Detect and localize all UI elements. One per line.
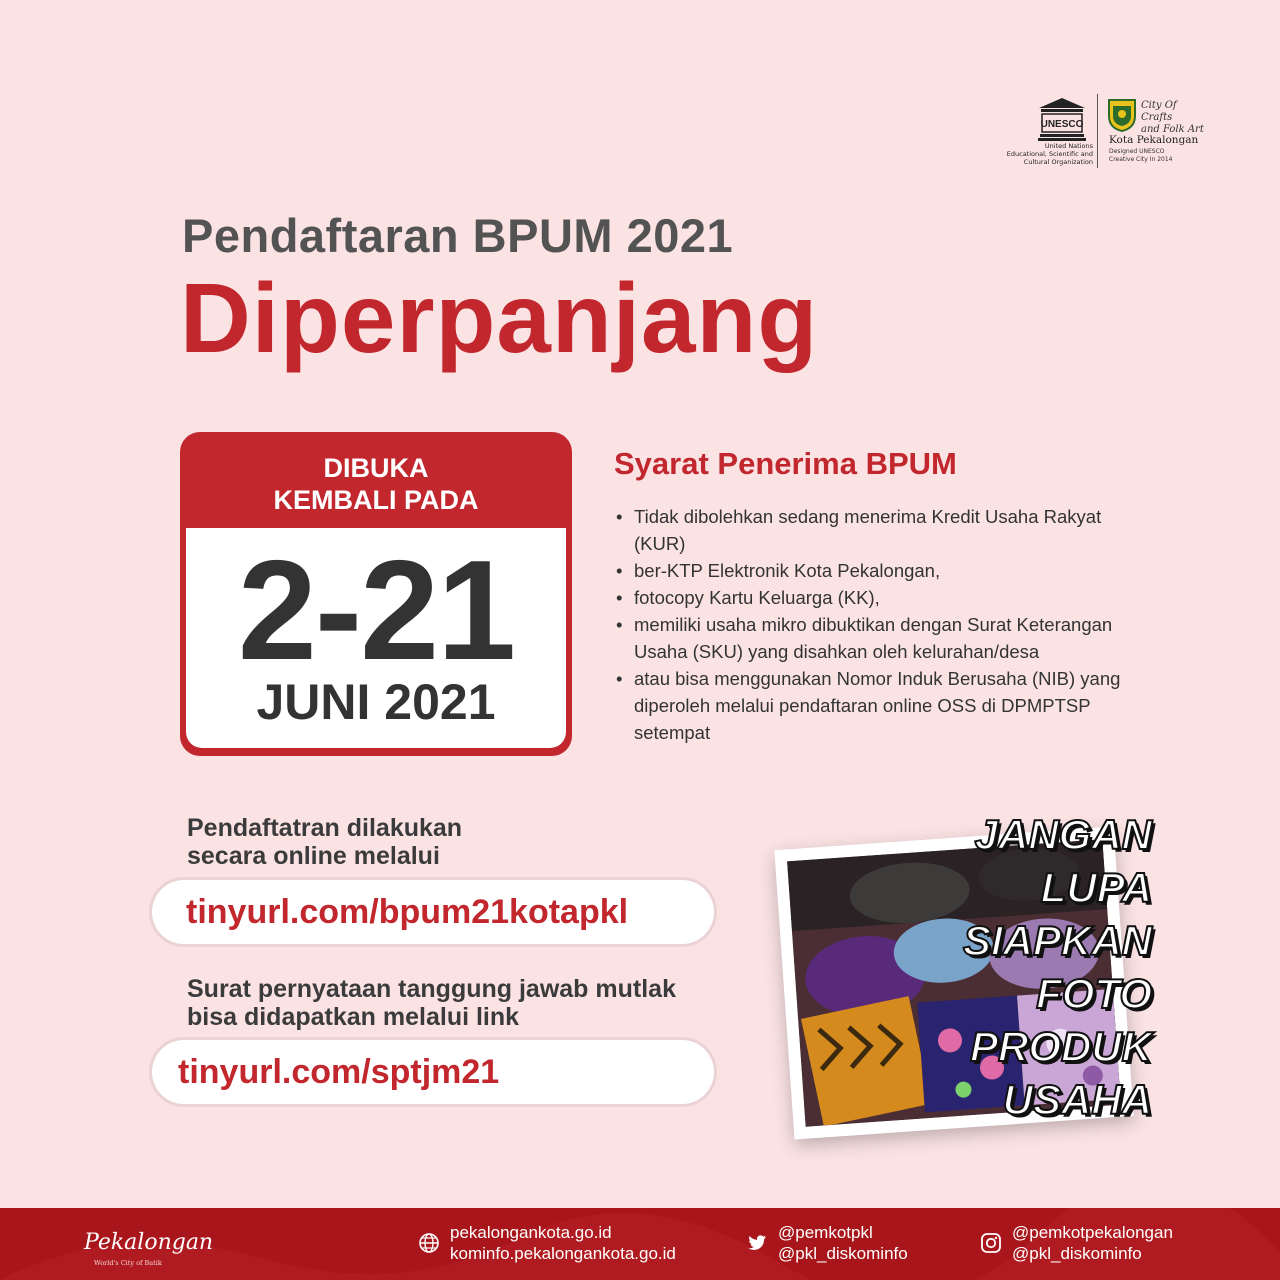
requirement-item: • ber-KTP Elektronik Kota Pekalongan, bbox=[616, 557, 1136, 584]
city-tagline bbox=[1141, 100, 1205, 136]
city-emblem-icon bbox=[1107, 98, 1137, 132]
registration-label-line: Pendaftatran dilakukan bbox=[187, 814, 463, 842]
callout-line: LUPA bbox=[1040, 864, 1152, 911]
registration-link-pill[interactable] bbox=[152, 880, 714, 944]
brand-wordmark: Pekalongan bbox=[84, 1230, 214, 1255]
calendar-header-line: DIBUKA bbox=[323, 453, 429, 483]
requirements-list bbox=[616, 503, 1136, 746]
statement-label bbox=[187, 975, 676, 1031]
requirement-item: • Tidak dibolehkan sedang menerima Kredit Usaha Rakyat (KUR) bbox=[616, 503, 1136, 557]
unesco-line: Cultural Organization bbox=[1023, 158, 1093, 166]
city-name: Kota Pekalongan bbox=[1109, 134, 1199, 146]
unesco-temple-icon bbox=[1037, 96, 1087, 142]
twitter-icon bbox=[746, 1232, 768, 1254]
statement-link[interactable]: tinyurl.com/sptjm21 bbox=[178, 1053, 500, 1091]
designation-line: Creative City In 2014 bbox=[1109, 155, 1173, 163]
instagram-icon bbox=[980, 1232, 1002, 1254]
calendar-header-line: KEMBALI PADA bbox=[273, 485, 479, 515]
requirement-item: • atau bisa menggunakan Nomor Induk Berusaha (NIB) yang diperoleh melalui pendaftaran online OSS di DPMPTSP setempat bbox=[616, 665, 1136, 746]
designation-line: Designed UNESCO bbox=[1109, 148, 1165, 155]
unesco-mark: UNESCO bbox=[1040, 119, 1084, 130]
partner-logos bbox=[1005, 92, 1205, 170]
twitter-handle[interactable]: @pkl_diskominfo bbox=[778, 1244, 908, 1263]
brand-tagline: World's City of Batik bbox=[94, 1259, 162, 1267]
city-tag-line: City Of Crafts bbox=[1141, 100, 1177, 123]
twitter-handles bbox=[778, 1222, 908, 1264]
reminder-callout bbox=[930, 808, 1152, 1126]
pekalongan-brand bbox=[84, 1222, 214, 1272]
statement-link-pill[interactable] bbox=[152, 1040, 714, 1104]
twitter-handle[interactable]: @pemkotpkl bbox=[778, 1223, 873, 1242]
calendar-body bbox=[186, 528, 566, 748]
city-designation bbox=[1109, 148, 1172, 163]
registration-label bbox=[187, 814, 462, 870]
callout-line: PRODUK bbox=[969, 1023, 1152, 1070]
logo-divider bbox=[1097, 94, 1098, 168]
instagram-handles bbox=[1012, 1222, 1173, 1264]
instagram-handle[interactable]: @pkl_diskominfo bbox=[1012, 1244, 1142, 1263]
callout-line: USAHA bbox=[1002, 1076, 1152, 1123]
date-calendar-card bbox=[180, 432, 572, 756]
registration-label-line: secara online melalui bbox=[187, 842, 440, 870]
page-title: Diperpanjang bbox=[180, 263, 819, 373]
website-links bbox=[450, 1222, 676, 1264]
unesco-caption bbox=[1005, 142, 1093, 166]
callout-line: FOTO bbox=[1036, 970, 1152, 1017]
calendar-days: 2-21 bbox=[237, 531, 515, 690]
website-link[interactable]: kominfo.pekalongankota.go.id bbox=[450, 1244, 676, 1263]
calendar-month: JUNI 2021 bbox=[256, 674, 496, 730]
requirement-item: • fotocopy Kartu Keluarga (KK), bbox=[616, 584, 1136, 611]
instagram-handle[interactable]: @pemkotpekalongan bbox=[1012, 1223, 1173, 1242]
registration-link[interactable]: tinyurl.com/bpum21kotapkl bbox=[186, 893, 629, 931]
globe-icon bbox=[418, 1232, 440, 1254]
city-tag-line: and Folk Art bbox=[1141, 124, 1204, 135]
unesco-line: United Nations bbox=[1044, 142, 1093, 150]
calendar-header bbox=[180, 452, 572, 516]
callout-line: JANGAN bbox=[974, 811, 1152, 858]
unesco-line: Educational, Scientific and bbox=[1006, 150, 1093, 158]
statement-label-line: bisa didapatkan melalui link bbox=[187, 1003, 520, 1031]
callout-line: SIAPKAN bbox=[962, 917, 1152, 964]
statement-label-line: Surat pernyataan tanggung jawab mutlak bbox=[187, 975, 676, 1003]
footer bbox=[0, 1208, 1280, 1280]
requirement-item: • memiliki usaha mikro dibuktikan dengan Surat Keterangan Usaha (SKU) yang disahkan oleh kelurahan/desa bbox=[616, 611, 1136, 665]
page-subtitle: Pendaftaran BPUM 2021 bbox=[182, 209, 734, 262]
requirements-title: Syarat Penerima BPUM bbox=[614, 446, 957, 481]
website-link[interactable]: pekalongankota.go.id bbox=[450, 1223, 612, 1242]
